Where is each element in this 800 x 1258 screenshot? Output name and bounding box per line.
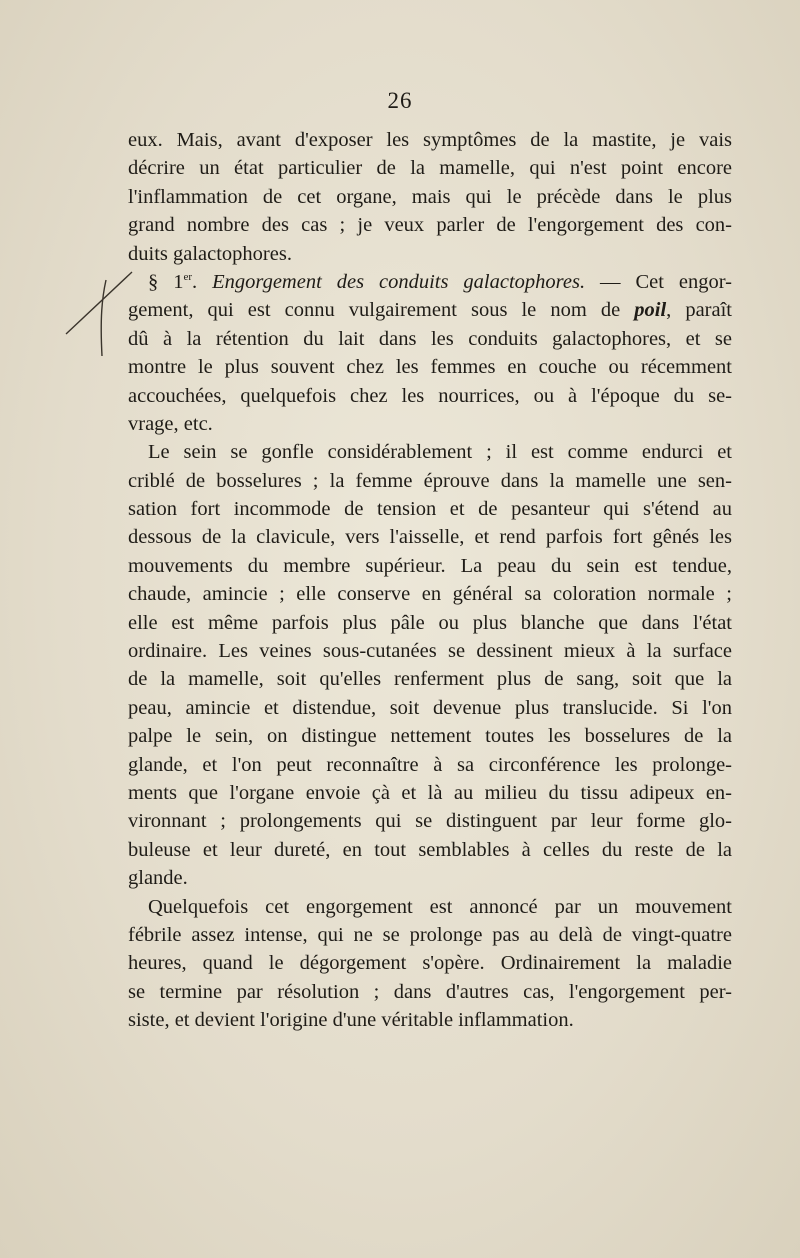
text-line: glande. — [128, 867, 188, 890]
text-line: ments que l'organe envoie çà et là au milieu du tissu adipeux en- — [128, 781, 732, 804]
text-line: heures, quand le dégorgement s'opère. Ordinairement la maladie — [128, 952, 732, 975]
text-line: ordinaire. Les veines sous-cutanées se dessinent mieux à la surface — [128, 640, 732, 663]
section-heading-line: § 1er. Engorgement des conduits galactophores. — Cet engor- — [148, 270, 732, 293]
text-line: buleuse et leur dureté, en tout semblables à celles du reste de la — [128, 838, 732, 861]
text-line: sation fort incommode de tension et de pesanteur qui s'étend au — [128, 498, 732, 521]
text-line: montre le plus souvent chez les femmes en couche ou récemment — [128, 356, 732, 379]
text-line: l'inflammation de cet organe, mais qui le précède dans le plus — [128, 185, 732, 208]
text-line — [128, 296, 732, 324]
text-line: de la mamelle, soit qu'elles renferment plus de sang, soit que la — [128, 668, 732, 691]
page-number: 26 — [387, 88, 413, 113]
term-poil: poil — [634, 299, 667, 322]
text-line: Quelquefois cet engorgement est annoncé par un mouvement — [148, 895, 732, 918]
text-line: glande, et l'on peut reconnaître à sa circonférence les prolonge- — [128, 753, 732, 776]
page-body — [128, 126, 732, 1035]
text-line: vrage, etc. — [128, 412, 213, 435]
text-line: grand nombre des cas ; je veux parler de l'engorgement des con- — [128, 214, 732, 237]
text-line: duits galactophores. — [128, 242, 292, 265]
section-title-continuation: — Cet engor- — [585, 270, 732, 293]
section-sup: er — [183, 271, 192, 284]
text-line: décrire un état particulier de la mamelle, qui n'est point encore — [128, 157, 732, 180]
text-line: palpe le sein, on distingue nettement toutes les bosselures de la — [128, 725, 732, 748]
text-line: fébrile assez intense, qui ne se prolonge pas au delà de vingt-quatre — [128, 923, 732, 946]
section-symbol: § 1 — [148, 270, 184, 293]
text-line: eux. Mais, avant d'exposer les symptômes de la mastite, je vais — [128, 129, 732, 151]
text-line: peau, amincie et distendue, soit devenue plus translucide. Si l'on — [128, 696, 732, 719]
text-line: dû à la rétention du lait dans les conduits galactophores, et se — [128, 327, 732, 350]
text-line: vironnant ; prolongements qui se distinguent par leur forme glo- — [128, 810, 732, 833]
section-title: Engorgement des conduits galactophores. — [212, 270, 586, 293]
text-line: elle est même parfois plus pâle ou plus blanche que dans l'état — [128, 611, 732, 634]
text-line: criblé de bosselures ; la femme éprouve dans la mamelle une sen- — [128, 469, 732, 492]
text-line: Le sein se gonfle considérablement ; il est comme endurci et — [148, 441, 732, 464]
text-line: siste, et devient l'origine d'une véritable inflammation. — [128, 1009, 574, 1032]
line-part: gement, qui est connu vulgairement sous le nom de — [128, 299, 635, 322]
text-line: accouchées, quelquefois chez les nourrices, ou à l'époque du se- — [128, 384, 732, 407]
text-line: dessous de la clavicule, vers l'aisselle, et rend parfois fort gênés les — [128, 526, 732, 549]
text-line: mouvements du membre supérieur. La peau du sein est tendue, — [128, 554, 732, 577]
line-part: , paraît — [666, 299, 733, 322]
text-line: se termine par résolution ; dans d'autres cas, l'engorgement per- — [128, 980, 732, 1003]
text-line: chaude, amincie ; elle conserve en général sa coloration normale ; — [128, 583, 732, 606]
